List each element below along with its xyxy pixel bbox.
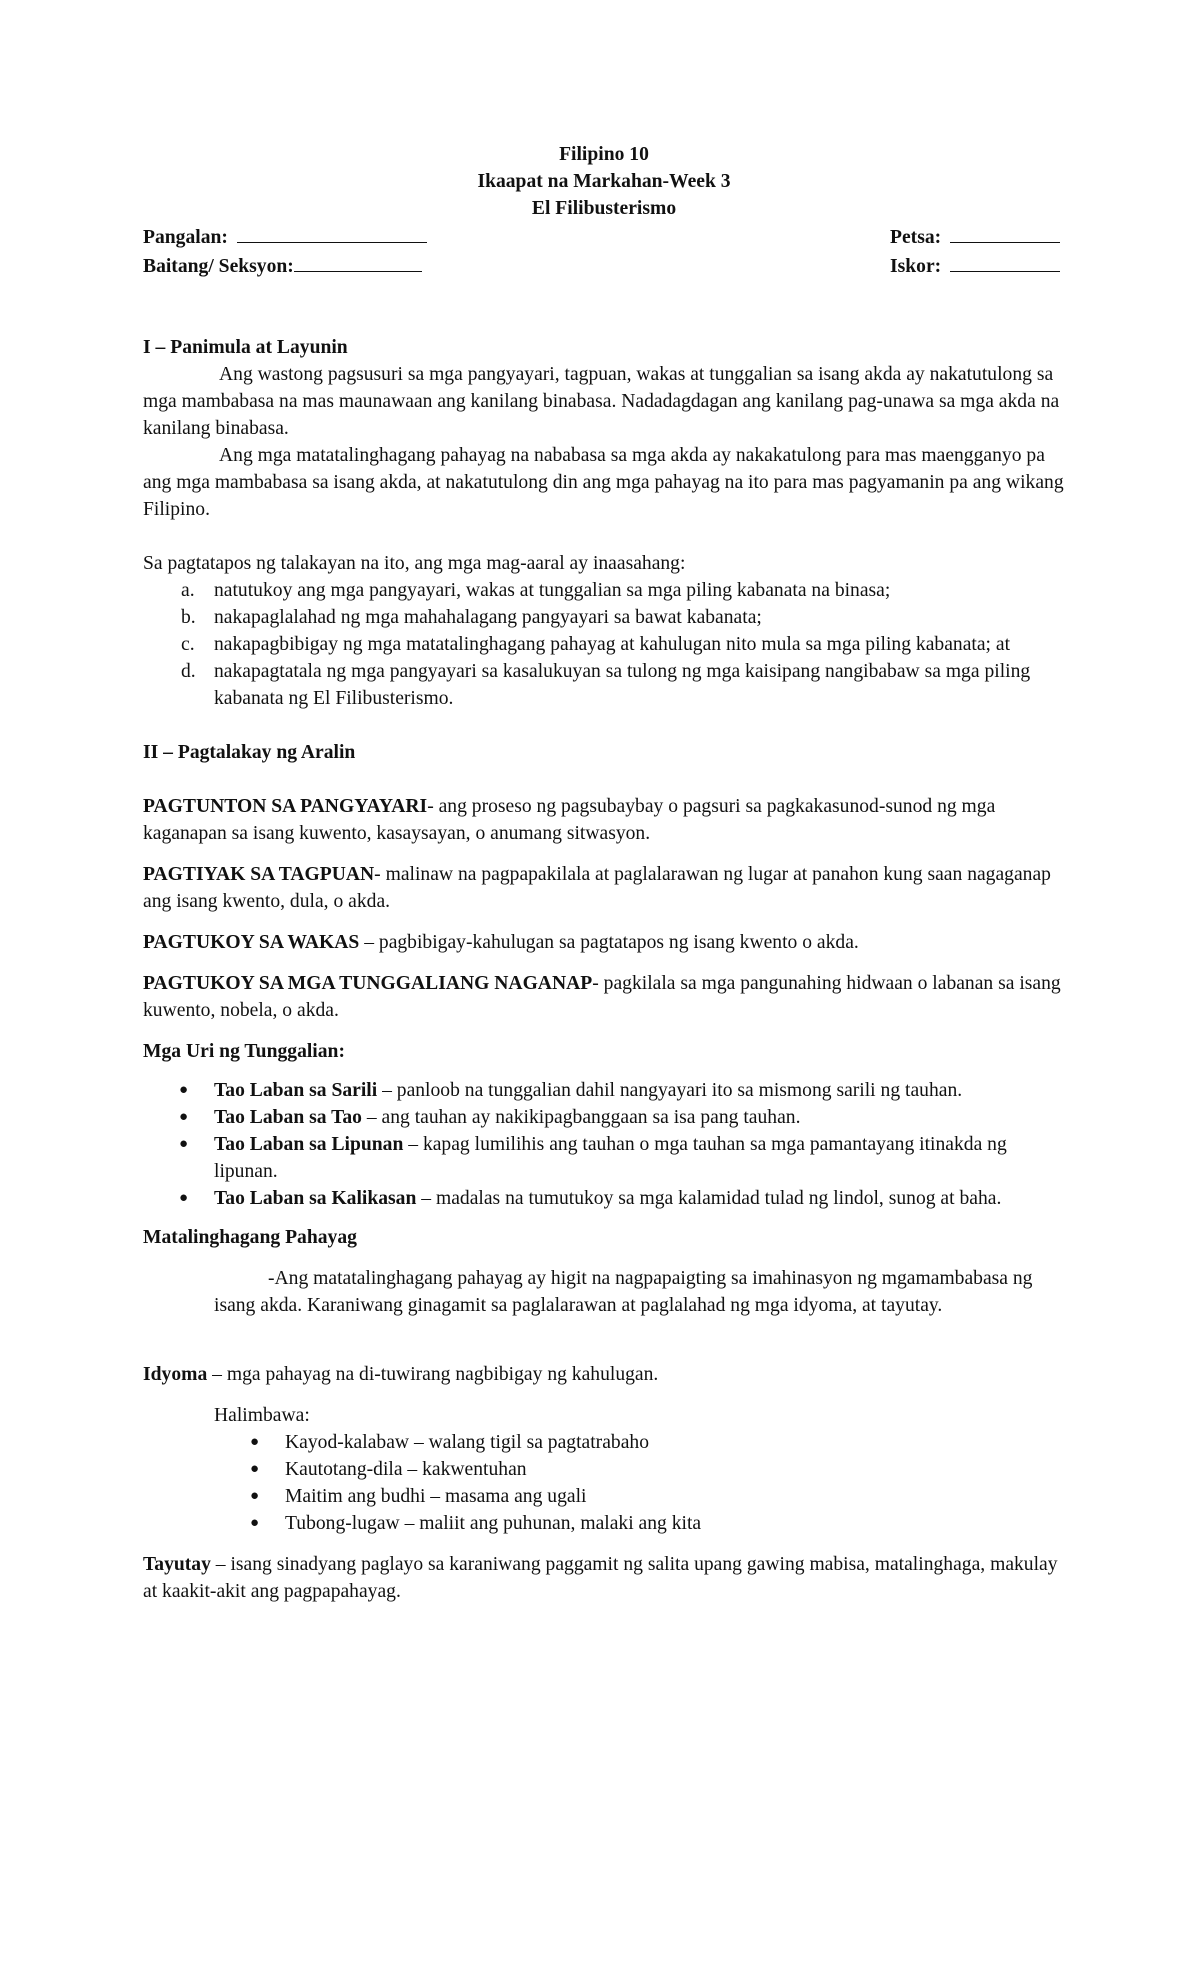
quarter-title: Ikaapat na Markahan-Week 3 — [477, 171, 731, 192]
idiom-examples-list — [143, 1429, 1065, 1537]
intro-paragraph-1: Ang wastong pagsusuri sa mga pangyayari, tagpuan, wakas at tunggalian sa isang akda ay nakatutulong sa mga mambabasa na mas maunawaan ang kanilang binabasa. Nadadagdagan ang kanilang pag-unawa sa mga akda na kanilang binabasa. — [143, 364, 1060, 439]
document-title: El Filibusterismo — [531, 198, 677, 219]
definition-tunggalian: PAGTUKOY SA MGA TUNGGALIANG NAGANAP- pagkilala sa mga pangunahing hidwaan o labanan sa isang kuwento, nobela, o akda. — [143, 973, 1061, 1021]
objectives-intro: Sa pagtatapos ng talakayan na ito, ang mga mag-aaral ay inaasahang: — [143, 553, 686, 574]
conflict-heading: Mga Uri ng Tunggalian: — [143, 1041, 345, 1062]
definition-wakas: PAGTUKOY SA WAKAS – pagbibigay-kahulugan sa pagtatapos ng isang kwento o akda. — [143, 932, 859, 953]
bullet-icon: ● — [179, 1109, 189, 1125]
objectives-list — [143, 577, 1065, 712]
list-item: ● Maitim ang budhi – masama ang ugali — [143, 1483, 1065, 1510]
definition-pagtunton: PAGTUNTON SA PANGYAYARI- ang proseso ng pagsubaybay o pagsuri sa pagkakasunod-sunod ng mga kaganapan sa isang kuwento, kasaysayan, o anumang sitwasyon. — [143, 796, 996, 844]
subject-title: Filipino 10 — [559, 144, 649, 165]
list-item: ● Tao Laban sa Kalikasan – madalas na tumutukoy sa mga kalamidad tulad ng lindol, sunog at baha. — [143, 1185, 1065, 1212]
objective-item: d. nakapagtatala ng mga pangyayari sa kasalukuyan sa tulong ng mga kaisipang nangibabaw sa mga piling kabanata ng El Filibusterismo. — [181, 661, 1031, 709]
figurative-heading: Matalinghagang Pahayag — [143, 1227, 357, 1248]
bullet-icon: ● — [250, 1461, 260, 1477]
examples-label: Halimbawa: — [214, 1405, 310, 1426]
objective-item: a. natutukoy ang mga pangyayari, wakas at tunggalian sa mga piling kabanata na binasa; — [181, 580, 891, 601]
list-item: ● Tubong-lugaw – maliit ang puhunan, malaki ang kita — [143, 1510, 1065, 1537]
objective-item: b. nakapaglalahad ng mga mahahalagang pangyayari sa bawat kabanata; — [181, 607, 762, 628]
score-blank[interactable] — [950, 251, 1060, 272]
name-label: Pangalan: — [143, 227, 228, 248]
section-score-row — [143, 251, 1065, 280]
idiom-definition: Idyoma – mga pahayag na di-tuwirang nagbibigay ng kahulugan. — [143, 1364, 659, 1385]
worksheet-page — [143, 141, 1065, 1605]
list-item: ● Kautotang-dila – kakwentuhan — [143, 1456, 1065, 1483]
bullet-icon: ● — [179, 1136, 189, 1152]
date-label: Petsa: — [890, 227, 942, 248]
section-label: Baitang/ Seksyon: — [143, 256, 294, 277]
section1-heading: I – Panimula at Layunin — [143, 337, 348, 358]
name-blank[interactable] — [237, 222, 427, 243]
list-item: ● Tao Laban sa Lipunan – kapag lumilihis ang tauhan o mga tauhan sa mga pamantayang itinakda ng lipunan. — [143, 1131, 1065, 1185]
intro-paragraph-2: Ang mga matatalinghagang pahayag na nababasa sa mga akda ay nakakatulong para mas maengganyo pa ang mga mambabasa sa isang akda, at nakatutulong din ang mga pahayag na ito para mas pagyamanin pa ang wikang Filipino. — [143, 445, 1064, 520]
bullet-icon: ● — [250, 1488, 260, 1504]
date-blank[interactable] — [950, 222, 1060, 243]
bullet-icon: ● — [250, 1515, 260, 1531]
name-date-row — [143, 222, 1065, 251]
conflict-list — [143, 1077, 1065, 1212]
section2-heading: II – Pagtalakay ng Aralin — [143, 742, 356, 763]
list-item: ● Kayod-kalabaw – walang tigil sa pagtatrabaho — [143, 1429, 1065, 1456]
bullet-icon: ● — [179, 1190, 189, 1206]
definition-tagpuan: PAGTIYAK SA TAGPUAN- malinaw na pagpapakilala at paglalarawan ng lugar at panahon kung saan nagaganap ang isang kwento, dula, o akda. — [143, 864, 1051, 912]
objective-item: c. nakapagbibigay ng mga matatalinghagang pahayag at kahulugan nito mula sa mga piling kabanata; at — [181, 634, 1011, 655]
list-item: ● Tao Laban sa Tao – ang tauhan ay nakikipagbanggaan sa isa pang tauhan. — [143, 1104, 1065, 1131]
tayutay-definition: Tayutay – isang sinadyang paglayo sa karaniwang paggamit ng salita upang gawing mabisa, matalinghaga, makulay at kaakit-akit ang pagpapahayag. — [143, 1554, 1058, 1602]
score-label: Iskor: — [890, 256, 942, 277]
bullet-icon: ● — [179, 1082, 189, 1098]
bullet-icon: ● — [250, 1434, 260, 1450]
section-blank[interactable] — [294, 251, 422, 272]
list-item: ● Tao Laban sa Sarili – panloob na tunggalian dahil nangyayari ito sa mismong sarili ng tauhan. — [143, 1077, 1065, 1104]
figurative-paragraph: -Ang matatalinghagang pahayag ay higit na nagpapaigting sa imahinasyon ng mgamambabasa ng isang akda. Karaniwang ginagamit sa paglalarawan at paglalahad ng mga idyoma, at tayutay. — [214, 1268, 1033, 1316]
